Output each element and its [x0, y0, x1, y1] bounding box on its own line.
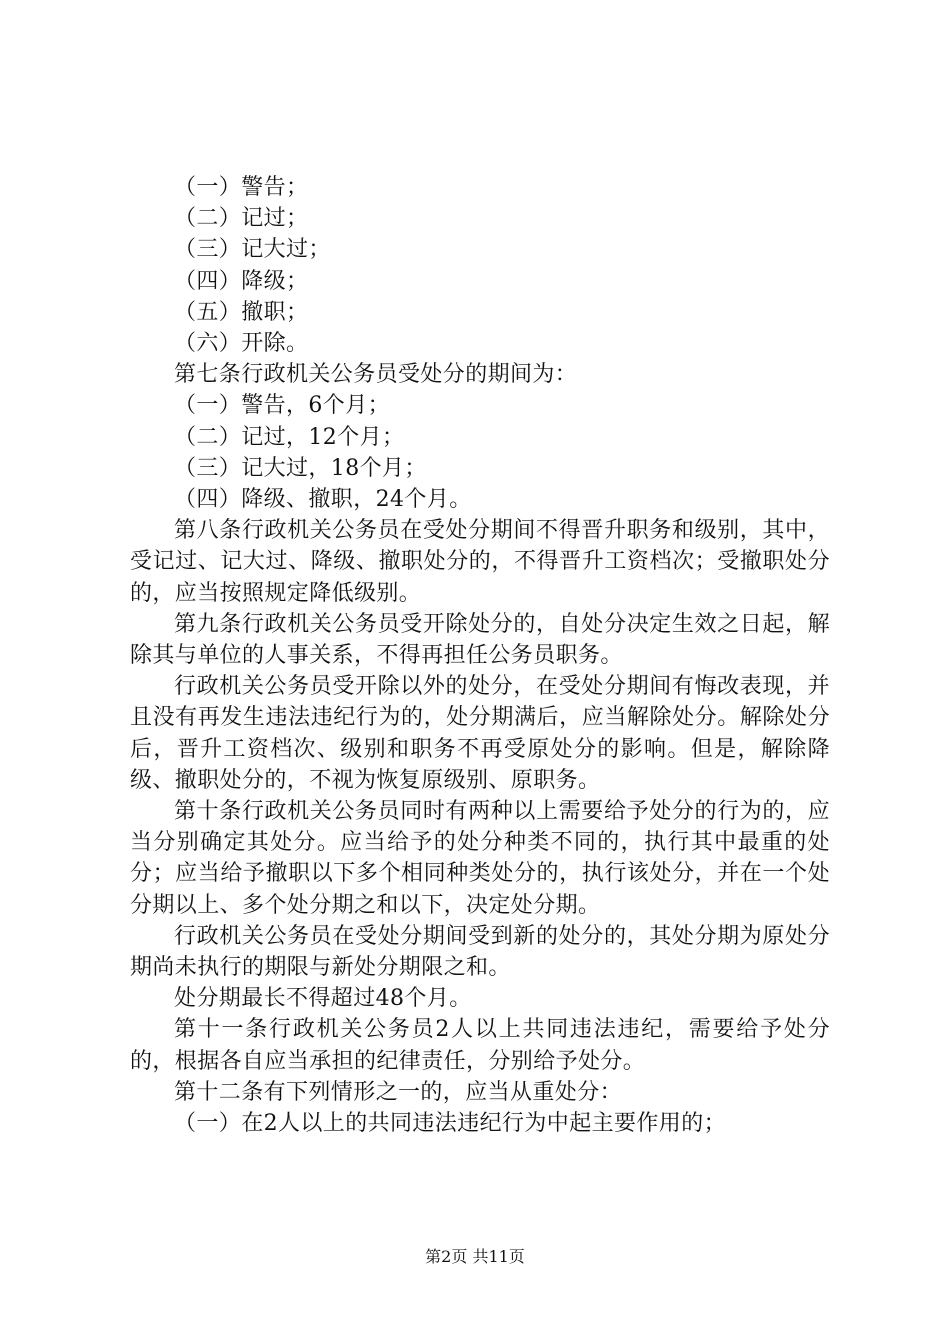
paragraph-aggravating-1: （一）在2人以上的共同违法违纪行为中起主要作用的； [174, 1111, 726, 1137]
paragraph-period-demerit: （二）记过，12个月； [174, 424, 405, 450]
document-body [130, 172, 830, 1139]
paragraph-period-demotion: （四）降级、撤职，24个月。 [174, 487, 472, 513]
paragraph-article-11: 第十一条行政机关公务员2人以上共同违法违纪，需要给予处分的，根据各自应当承担的纪律责任，分别给予处分。 [130, 1017, 830, 1074]
paragraph-dismissal-from-post: （五）撤职； [174, 299, 309, 325]
paragraph-max-period: 处分期最长不得超过48个月。 [174, 986, 472, 1012]
paragraph-demerit: （二）记过； [174, 206, 309, 232]
paragraph-period-major-demerit: （三）记大过，18个月； [174, 455, 427, 481]
paragraph-major-demerit: （三）记大过； [174, 237, 331, 263]
page-number: 第2页 共11页 [425, 1247, 525, 1266]
paragraph-warning: （一）警告； [174, 175, 309, 200]
paragraph-article-7: 第七条行政机关公务员受处分的期间为： [174, 362, 578, 388]
paragraph-article-9-cont: 行政机关公务员受开除以外的处分，在受处分期间有悔改表现，并且没有再发生违法违纪行为的，处分期满后，应当解除处分。解除处分后，晋升工资档次、级别和职务不再受原处分的影响。但是，解除降级、撤职处分的，不视为恢复原级别、原职务。 [130, 674, 830, 793]
paragraph-article-10: 第十条行政机关公务员同时有两种以上需要给予处分的行为的，应当分别确定其处分。应当给予的处分种类不同的，执行其中最重的处分；应当给予撤职以下多个相同种类处分的，执行该处分，并在一个处分期以上、多个处分期之和以下，决定处分期。 [130, 799, 830, 918]
paragraph-period-warning: （一）警告，6个月； [174, 393, 390, 419]
paragraph-expulsion: （六）开除。 [174, 331, 309, 357]
paragraph-article-8: 第八条行政机关公务员在受处分期间不得晋升职务和级别，其中，受记过、记大过、降级、撤职处分的，不得晋升工资档次；受撤职处分的，应当按照规定降低级别。 [130, 518, 830, 606]
paragraph-article-12: 第十二条有下列情形之一的，应当从重处分： [174, 1079, 623, 1105]
paragraph-demotion: （四）降级； [174, 268, 309, 294]
paragraph-article-9: 第九条行政机关公务员受开除处分的，自处分决定生效之日起，解除其与单位的人事关系，不得再担任公务员职务。 [130, 611, 830, 669]
paragraph-article-10-cont: 行政机关公务员在受处分期间受到新的处分的，其处分期为原处分期尚未执行的期限与新处分期限之和。 [130, 923, 830, 981]
